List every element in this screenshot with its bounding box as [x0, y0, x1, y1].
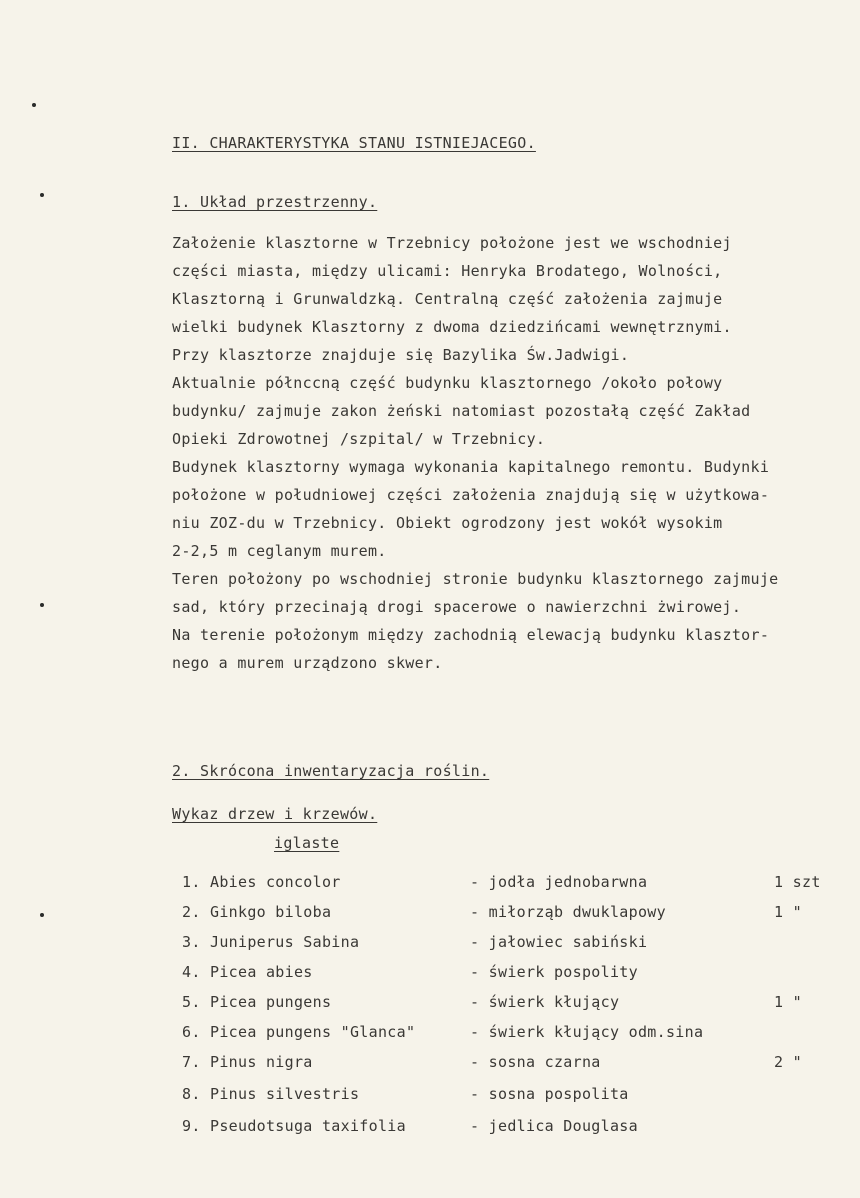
latin-name: 5. Picea pungens	[182, 993, 332, 1011]
plant-row	[182, 1053, 832, 1075]
text-line: położone w południowej części założenia znajdują się w użytkowa-	[172, 486, 770, 504]
margin-dot	[32, 103, 36, 107]
page-heading: II. CHARAKTERYSTYKA STANU ISTNIEJACEGO.	[172, 134, 536, 152]
quantity: 1 szt	[774, 873, 821, 891]
text-line: wielki budynek Klasztorny z dwoma dziedzińcami wewnętrznymi.	[172, 318, 732, 336]
list-group-label: iglaste	[274, 834, 340, 852]
text-line: Na terenie położonym między zachodnią elewacją budynku klasztor-	[172, 626, 770, 644]
plant-row	[182, 1117, 832, 1139]
polish-name: - jedlica Douglasa	[470, 1117, 638, 1135]
text-line: 2-2,5 m ceglanym murem.	[172, 542, 387, 560]
polish-name: - jałowiec sabiński	[470, 933, 648, 951]
plant-row	[182, 993, 832, 1015]
quantity: 1 "	[774, 903, 802, 921]
polish-name: - świerk kłujący odm.sina	[470, 1023, 704, 1041]
latin-name: 6. Picea pungens "Glanca"	[182, 1023, 416, 1041]
text-line: części miasta, między ulicami: Henryka Brodatego, Wolności,	[172, 262, 723, 280]
text-line: Budynek klasztorny wymaga wykonania kapitalnego remontu. Budynki	[172, 458, 770, 476]
section-2-title: 2. Skrócona inwentaryzacja roślin.	[172, 762, 490, 780]
margin-dot	[40, 603, 44, 607]
polish-name: - miłorząb dwuklapowy	[470, 903, 666, 921]
latin-name: 3. Juniperus Sabina	[182, 933, 360, 951]
section-1-title: 1. Układ przestrzenny.	[172, 193, 378, 211]
latin-name: 7. Pinus nigra	[182, 1053, 313, 1071]
text-line: Aktualnie półnccną część budynku klasztornego /około połowy	[172, 374, 723, 392]
polish-name: - sosna czarna	[470, 1053, 601, 1071]
plant-row	[182, 933, 832, 955]
plant-row	[182, 873, 832, 895]
latin-name: 4. Picea abies	[182, 963, 313, 981]
quantity: 2 "	[774, 1053, 802, 1071]
margin-dot	[40, 193, 44, 197]
latin-name: 1. Abies concolor	[182, 873, 341, 891]
polish-name: - jodła jednobarwna	[470, 873, 648, 891]
text-line: Przy klasztorze znajduje się Bazylika Św.Jadwigi.	[172, 346, 630, 364]
list-subtitle: Wykaz drzew i krzewów.	[172, 805, 378, 823]
polish-name: - sosna pospolita	[470, 1085, 629, 1103]
plant-row	[182, 1085, 832, 1107]
text-line: Teren położony po wschodniej stronie budynku klasztornego zajmuje	[172, 570, 779, 588]
text-line: nego a murem urządzono skwer.	[172, 654, 443, 672]
plant-row	[182, 963, 832, 985]
latin-name: 2. Ginkgo biloba	[182, 903, 332, 921]
polish-name: - świerk kłujący	[470, 993, 620, 1011]
text-line: budynku/ zajmuje zakon żeński natomiast pozostałą część Zakład	[172, 402, 751, 420]
plant-row	[182, 1023, 832, 1045]
text-line: Opieki Zdrowotnej /szpital/ w Trzebnicy.	[172, 430, 546, 448]
polish-name: - świerk pospolity	[470, 963, 638, 981]
latin-name: 9. Pseudotsuga taxifolia	[182, 1117, 406, 1135]
text-line: Klasztorną i Grunwaldzką. Centralną część założenia zajmuje	[172, 290, 723, 308]
latin-name: 8. Pinus silvestris	[182, 1085, 360, 1103]
text-line: niu ZOZ-du w Trzebnicy. Obiekt ogrodzony jest wokół wysokim	[172, 514, 723, 532]
quantity: 1 "	[774, 993, 802, 1011]
text-line: sad, który przecinają drogi spacerowe o nawierzchni żwirowej.	[172, 598, 742, 616]
plant-row	[182, 903, 832, 925]
margin-dot	[40, 913, 44, 917]
text-line: Założenie klasztorne w Trzebnicy położone jest we wschodniej	[172, 234, 732, 252]
